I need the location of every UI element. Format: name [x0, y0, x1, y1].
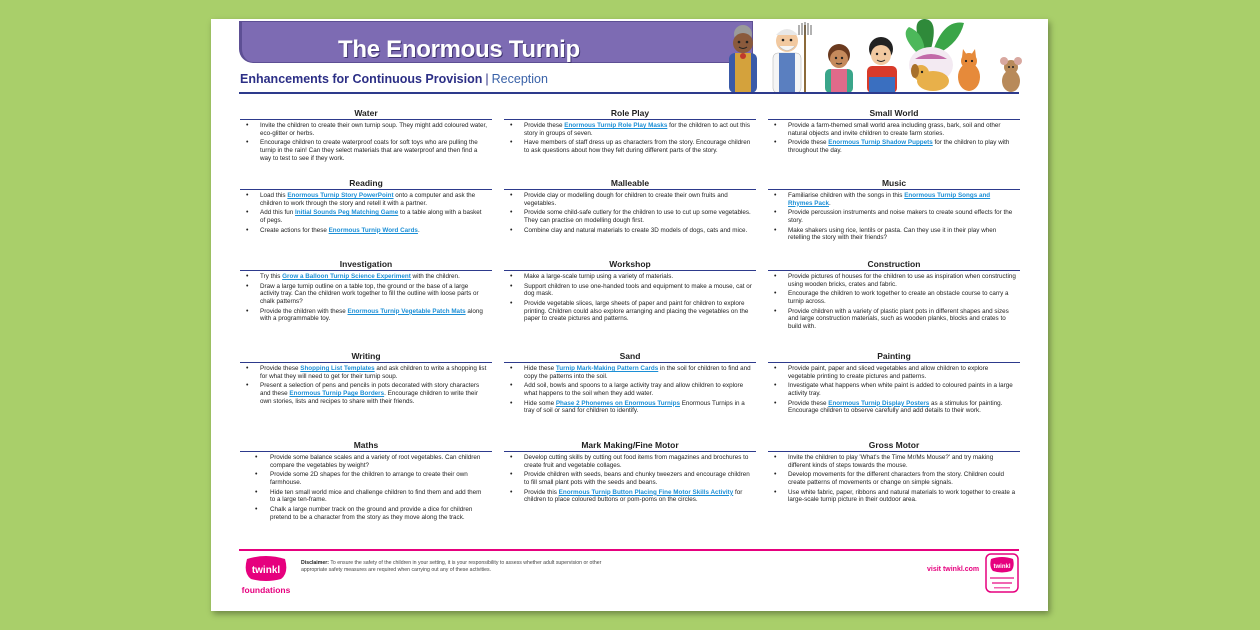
activity-text: Provide vegetable slices, large sheets of paper and paint for children to explore printing. Children could also explore arranging and placing the vegetables on the paper to create pictures and patterns.: [524, 300, 749, 323]
title-banner: [239, 21, 753, 63]
resource-link[interactable]: Enormous Turnip Display Posters: [828, 399, 930, 407]
activity-item: [504, 471, 756, 486]
activity-item: [768, 290, 1020, 305]
section-maths: [240, 440, 492, 524]
activity-text: and ask children to write a shopping list for what they will need to get for their turnip soup.: [260, 365, 487, 380]
activity-item: [504, 283, 756, 298]
twinkl-badge-icon: [985, 553, 1019, 593]
twinkl-foundations-logo[interactable]: [241, 555, 291, 599]
activity-item: [240, 365, 492, 380]
activity-list: [504, 120, 756, 155]
resource-link[interactable]: Enormous Turnip Button Placing Fine Motor Skills Activity: [558, 488, 734, 496]
activity-item: [768, 471, 1020, 486]
activity-text: .: [417, 226, 420, 234]
section-workshop: [504, 259, 756, 325]
activity-text: Provide clay or modelling dough for children to create their own fruits and vegetables.: [524, 192, 728, 207]
activity-item: [768, 122, 1020, 137]
section-title: Maths: [240, 440, 492, 452]
subtitle-stage: Reception: [491, 72, 548, 86]
activity-list: [504, 452, 756, 504]
activity-list: [240, 120, 492, 162]
activity-text: Provide the children with these: [260, 307, 348, 315]
activity-text: Investigate what happens when white paint is added to coloured paints in a large activity tray.: [788, 382, 1013, 397]
section-title: Reading: [240, 178, 492, 190]
activity-item: [504, 192, 756, 207]
section-music: [768, 178, 1020, 244]
resource-link[interactable]: Enormous Turnip Word Cards: [328, 226, 418, 234]
activity-item: [240, 471, 492, 486]
activity-text: Invite the children to play 'What's the Time Mr/Ms Mouse?' and try making different kinds of steps towards the mouse.: [788, 454, 994, 469]
visit-link[interactable]: visit twinkl.com: [927, 566, 980, 573]
activity-text: Provide these: [788, 399, 829, 407]
activity-list: [768, 190, 1020, 242]
disclaimer-label: Disclaimer:: [301, 560, 329, 566]
section-water: [240, 108, 492, 164]
activity-text: Provide children with a variety of plastic plant pots in different shapes and sizes and large construction materials, such as wooden planks, blocks and crates to build with.: [788, 307, 1009, 330]
subtitle-main: Enhancements for Continuous Provision: [240, 72, 483, 86]
activity-list: [240, 363, 492, 405]
activity-text: Chalk a large number track on the ground and provide a dice for children pretend to be a character from the story as they move along the track.: [270, 506, 473, 521]
activity-text: as a stimulus for painting. Encourage children to observe carefully and add details to their work.: [788, 399, 1003, 415]
activity-item: [768, 489, 1020, 504]
activity-item: [768, 308, 1020, 331]
section-painting: [768, 351, 1020, 417]
activity-item: [768, 454, 1020, 469]
activity-item: [240, 139, 492, 162]
activity-text: Support children to use one-handed tools and equipment to make a mouse, cat or dog mask.: [524, 282, 752, 298]
activity-text: Develop movements for the different characters from the story. Children could create patterns of movements or change on simple signals.: [788, 471, 1005, 486]
activity-text: Provide children with seeds, beans and chunky tweezers and encourage children to fill small plant pots with the seeds and beans.: [524, 471, 750, 486]
activity-text: Draw a large turnip outline on a table top, the ground or the base of a large activity tray. Can the children work together to fill the outline with loose parts or chalk patterns?: [260, 282, 479, 305]
activity-text: Provide these: [788, 139, 829, 147]
activity-text: Add this fun: [260, 209, 296, 217]
activity-text: for children to place coloured buttons or pom-poms on the circles.: [524, 488, 743, 504]
section-construction: [768, 259, 1020, 333]
section-title: Gross Motor: [768, 440, 1020, 452]
activity-text: Load this: [260, 192, 288, 199]
activity-text: to a table along with a basket of pegs.: [260, 209, 482, 224]
activity-text: Have members of staff dress up as characters from the story. Encourage children to ask questions about how they felt during different parts of the story.: [524, 139, 751, 154]
activity-item: [504, 122, 756, 137]
activity-text: Provide paint, paper and sliced vegetables and allow children to explore vegetable printing to create pictures and patterns.: [788, 365, 989, 380]
activity-text: onto a computer and ask the children to work through the story and retell it with a partner.: [260, 192, 476, 207]
section-title: Role Play: [504, 108, 756, 120]
resource-link[interactable]: Enormous Turnip Vegetable Patch Mats: [347, 307, 466, 315]
resource-link[interactable]: Enormous Turnip Role Play Masks: [564, 122, 668, 129]
activity-text: Provide these: [260, 365, 301, 372]
activity-item: [768, 139, 1020, 154]
activity-text: Try this: [260, 273, 283, 280]
resource-link[interactable]: Turnip Mark-Making Pattern Cards: [555, 365, 659, 372]
activity-text: Provide pictures of houses for the children to use as inspiration when constructing using wooden bricks, crates and fabric.: [788, 273, 1016, 288]
activity-text: Provide percussion instruments and noise makers to create sound effects for the story.: [788, 209, 1013, 224]
resource-link[interactable]: Phase 2 Phonemes on Enormous Turnips: [555, 399, 680, 407]
resource-link[interactable]: Enormous Turnip Songs and Rhymes Pack: [788, 192, 991, 207]
activity-text: Provide this: [524, 488, 559, 496]
activity-text: Hide some: [524, 399, 556, 407]
activity-item: [240, 382, 492, 405]
activity-item: [768, 400, 1020, 415]
activity-text: for the children to play with throughout the day.: [788, 139, 1010, 154]
section-role-play: [504, 108, 756, 157]
activity-item: [768, 227, 1020, 242]
activity-item: [504, 300, 756, 323]
activity-text: Encourage children to create waterproof coats for soft toys who are pulling the turnip in the rain! Can they select materials that are waterproof and then find a way to test to see if they work.: [260, 139, 478, 162]
resource-sheet: [211, 19, 1048, 611]
activity-text: Present a selection of pens and pencils in pots decorated with story characters and these: [260, 382, 480, 397]
cat-figure: [958, 49, 980, 91]
grandma-figure: [729, 25, 757, 93]
boy-figure: [867, 37, 897, 93]
badge-text: twinkl: [993, 564, 1011, 570]
section-small-world: [768, 108, 1020, 157]
activity-text: with the children.: [410, 273, 460, 280]
logo-text-top: twinkl: [251, 565, 281, 576]
section-malleable: [504, 178, 756, 237]
section-title: Water: [240, 108, 492, 120]
activity-text: . Encourage children to write their own stories, lists and recipes to share with their friends.: [260, 389, 478, 405]
activity-text: Familiarise children with the songs in this: [788, 192, 905, 199]
activity-text: Provide some child-safe cutlery for the children to use to cut up some vegetables. They can practise on modelling dough first.: [524, 209, 751, 224]
activity-item: [240, 209, 492, 224]
activity-item: [504, 139, 756, 154]
activity-text: Encourage the children to work together to create an obstacle course to carry a turnip across.: [788, 290, 1009, 305]
activity-item: [240, 227, 492, 235]
logo-text-bottom: foundations: [241, 585, 291, 595]
activity-item: [768, 192, 1020, 207]
activity-list: [504, 271, 756, 323]
activity-text: along with a programmable toy.: [260, 307, 483, 323]
page-subtitle: [240, 72, 548, 86]
activity-text: Provide a farm-themed small world area including grass, bark, soil and other natural objects and invite children to create farm stories.: [788, 122, 1001, 137]
activity-text: Make a large-scale turnip using a variety of materials.: [524, 273, 674, 280]
resource-link[interactable]: Enormous Turnip Story PowerPoint: [287, 192, 394, 199]
section-title: Music: [768, 178, 1020, 190]
activity-item: [240, 506, 492, 521]
section-reading: [240, 178, 492, 237]
activity-item: [768, 382, 1020, 397]
activity-item: [240, 489, 492, 504]
activity-list: [768, 363, 1020, 415]
activity-text: Hide these: [524, 365, 556, 372]
resource-link[interactable]: Initial Sounds Peg Matching Game: [295, 209, 399, 217]
section-title: Workshop: [504, 259, 756, 271]
activity-list: [240, 190, 492, 234]
activity-text: Develop cutting skills by cutting out food items from magazines and brochures to create fruit and vegetable collages.: [524, 454, 749, 469]
activity-item: [768, 365, 1020, 380]
activity-list: [240, 452, 492, 521]
resource-link[interactable]: Grow a Balloon Turnip Science Experiment: [282, 273, 411, 280]
section-title: Sand: [504, 351, 756, 363]
resource-link[interactable]: Shopping List Templates: [300, 365, 375, 372]
activity-text: Provide these: [524, 122, 565, 129]
activity-item: [240, 192, 492, 207]
section-mark-making: [504, 440, 756, 506]
activity-item: [504, 489, 756, 504]
activity-list: [504, 363, 756, 415]
activity-item: [504, 400, 756, 415]
activity-item: [240, 273, 492, 281]
resource-link[interactable]: Enormous Turnip Shadow Puppets: [828, 139, 933, 147]
story-characters-illustration: [719, 19, 1029, 93]
section-gross-motor: [768, 440, 1020, 506]
activity-text: Add soil, bowls and spoons to a large activity tray and allow children to explore what happens to the soil when they add water.: [524, 382, 744, 397]
activity-text: Provide some balance scales and a variety of root vegetables. Can children compare the vegetables by weight?: [270, 454, 481, 469]
activity-text: Invite the children to create their own turnip soup. They might add coloured water, eco-glitter or herbs.: [260, 122, 488, 137]
section-title: Small World: [768, 108, 1020, 120]
activity-list: [768, 271, 1020, 331]
activity-list: [504, 190, 756, 234]
activity-text: in the soil for children to find and copy the patterns into the soil.: [524, 365, 751, 380]
disclaimer: [301, 560, 621, 574]
disclaimer-text: To ensure the safety of the children in your setting, it is your responsibility to assess whether adult supervision or other appropriate safety measures are required when carrying out any of these activities.: [301, 560, 602, 573]
activity-text: .: [828, 199, 831, 207]
activity-item: [240, 454, 492, 469]
section-writing: [240, 351, 492, 407]
section-title: Construction: [768, 259, 1020, 271]
section-title: Writing: [240, 351, 492, 363]
header-rule: [239, 92, 1019, 94]
section-title: Painting: [768, 351, 1020, 363]
activity-text: Combine clay and natural materials to create 3D models of dogs, cats and mice.: [524, 226, 748, 234]
activity-list: [240, 271, 492, 323]
section-sand: [504, 351, 756, 417]
activity-item: [504, 273, 756, 281]
mouse-figure: [1000, 57, 1022, 92]
activity-text: Enormous Turnips in a tray of soil or sand for children to identify.: [524, 399, 745, 415]
activity-item: [504, 454, 756, 469]
activity-text: Make shakers using rice, lentils or pasta. Can they use it in their play when retelling the story with their friends?: [788, 226, 997, 242]
resource-link[interactable]: Enormous Turnip Page Borders: [289, 389, 385, 397]
activity-item: [504, 365, 756, 380]
activity-item: [240, 308, 492, 323]
section-investigation: [240, 259, 492, 325]
footer-rule: [239, 549, 1019, 551]
activity-item: [240, 283, 492, 306]
activity-item: [504, 227, 756, 235]
activity-text: Use white fabric, paper, ribbons and natural materials to work together to create a large-scale turnip picture in their outdoor area.: [788, 488, 1016, 504]
page-title: The Enormous Turnip: [338, 36, 580, 63]
subtitle-separator: |: [485, 72, 489, 86]
activity-text: Create actions for these: [260, 226, 329, 234]
activity-item: [504, 382, 756, 397]
activity-text: for the children to act out this story in groups of seven.: [524, 122, 750, 137]
grandpa-figure: [773, 22, 811, 93]
activity-list: [768, 120, 1020, 155]
section-title: Malleable: [504, 178, 756, 190]
section-title: Mark Making/Fine Motor: [504, 440, 756, 452]
activity-item: [768, 209, 1020, 224]
activity-item: [240, 122, 492, 137]
girl-figure: [825, 44, 853, 93]
activity-item: [504, 209, 756, 224]
activity-item: [768, 273, 1020, 288]
activity-list: [768, 452, 1020, 504]
activity-text: Hide ten small world mice and challenge children to find them and add them to a large ten-frame.: [270, 488, 482, 504]
activity-text: Provide some 2D shapes for the children to arrange to create their own farmhouse.: [270, 471, 468, 486]
section-title: Investigation: [240, 259, 492, 271]
